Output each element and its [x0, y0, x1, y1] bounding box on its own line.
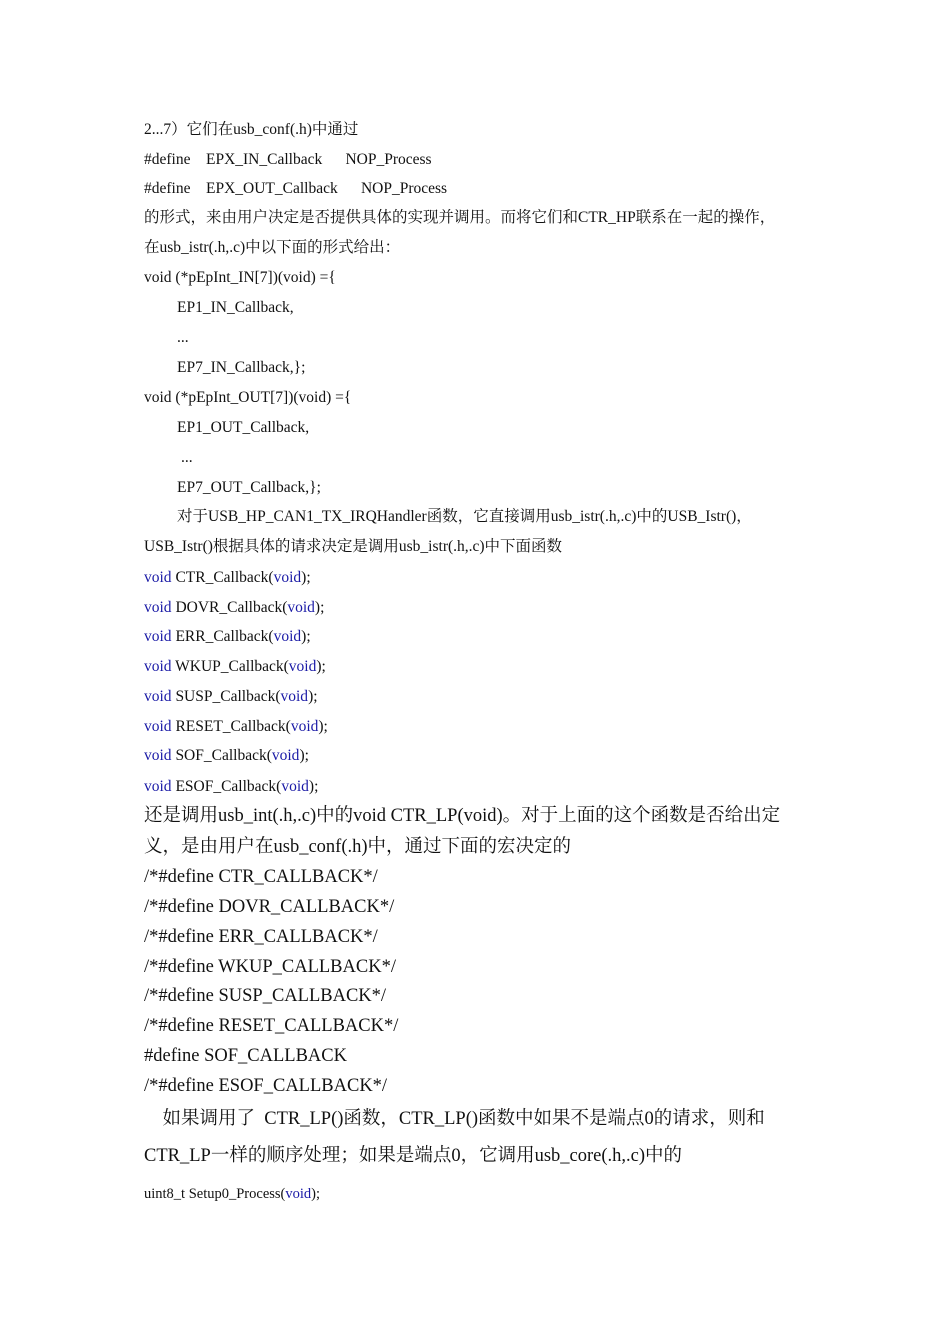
code-line: #define EPX_IN_Callback NOP_Process [144, 151, 432, 168]
callback-decl [144, 627, 311, 647]
text-line: 义，是由用户在usb_conf(.h)中，通过下面的宏决定的 [144, 837, 572, 857]
macro-line: /*#define SUSP_CALLBACK*/ [144, 986, 387, 1006]
code-line: EP1_IN_Callback, [177, 299, 294, 316]
callback-decl [144, 777, 318, 797]
code-line: ... [177, 329, 189, 346]
keyword: void [280, 688, 309, 705]
keyword: void [144, 569, 172, 586]
keyword: void [285, 1186, 312, 1202]
decl-end: ); [301, 628, 311, 645]
macro-line: /*#define ERR_CALLBACK*/ [144, 927, 378, 947]
text-line: 的形式，来由用户决定是否提供具体的实现并调用。而将它们和CTR_HP联系在一起的操作， [144, 209, 776, 226]
callback-name: ESOF_Callback( [171, 778, 282, 795]
decl-end: ); [318, 718, 328, 735]
text-line: CTR_LP一样的顺序处理；如果是端点0，它调用usb_core(.h,.c)中的 [144, 1146, 683, 1166]
keyword: void [144, 778, 172, 795]
callback-name: SOF_Callback( [171, 747, 272, 764]
macro-line: /*#define WKUP_CALLBACK*/ [144, 957, 396, 977]
text-line: 如果调用了 CTR_LP()函数，CTR_LP()函数中如果不是端点0的请求，则和 [144, 1109, 765, 1129]
decl-end: ); [311, 1186, 321, 1202]
text-line: 在usb_istr(.h,.c)中以下面的形式给出： [144, 239, 401, 256]
callback-name: DOVR_Callback( [171, 599, 288, 616]
decl-end: ); [308, 688, 318, 705]
keyword: void [290, 718, 319, 735]
callback-decl [144, 746, 309, 766]
callback-decl [144, 657, 326, 677]
keyword: void [144, 718, 172, 735]
callback-name: ERR_Callback( [171, 628, 274, 645]
code-line: void (*pEpInt_IN[7])(void) ={ [144, 269, 336, 286]
keyword: void [144, 747, 172, 764]
keyword: void [144, 599, 172, 616]
keyword: void [287, 599, 315, 616]
macro-line: #define SOF_CALLBACK [144, 1046, 347, 1066]
macro-line: /*#define ESOF_CALLBACK*/ [144, 1076, 388, 1096]
code-line: ... [181, 449, 193, 466]
keyword: void [281, 778, 309, 795]
macro-line: /*#define RESET_CALLBACK*/ [144, 1016, 399, 1036]
callback-name: WKUP_Callback( [171, 658, 289, 675]
callback-decl [144, 598, 324, 618]
decl-end: ); [299, 747, 309, 764]
decl-end: ); [308, 778, 319, 795]
keyword: void [144, 688, 172, 705]
code-line: EP1_OUT_Callback, [177, 419, 310, 436]
macro-line: /*#define DOVR_CALLBACK*/ [144, 897, 395, 917]
callback-name: CTR_Callback( [171, 569, 274, 586]
keyword: void [273, 628, 302, 645]
code-line: void (*pEpInt_OUT[7])(void) ={ [144, 389, 352, 406]
keyword: void [271, 747, 300, 764]
keyword: void [144, 628, 172, 645]
callback-name: RESET_Callback( [171, 718, 291, 735]
function-name: uint8_t Setup0_Process( [144, 1186, 286, 1202]
code-line: #define EPX_OUT_Callback NOP_Process [144, 180, 448, 197]
function-decl [144, 1184, 320, 1204]
keyword: void [144, 658, 172, 675]
keyword: void [288, 658, 317, 675]
text-line: 2...7）它们在usb_conf(.h)中通过 [144, 121, 359, 138]
keyword: void [273, 569, 302, 586]
decl-end: ); [301, 569, 311, 586]
text-line: USB_Istr()根据具体的请求决定是调用usb_istr(.h,.c)中下面函数 [144, 538, 563, 555]
callback-decl [144, 687, 318, 707]
callback-decl [144, 568, 311, 588]
code-line: EP7_OUT_Callback,}; [177, 479, 321, 496]
text-line: 对于USB_HP_CAN1_TX_IRQHandler函数，它直接调用usb_istr(.h,.c)中的USB_Istr()， [177, 508, 752, 525]
text-line: 还是调用usb_int(.h,.c)中的void CTR_LP(void)。对于上面的这个函数是否给出定 [144, 806, 781, 826]
macro-line: /*#define CTR_CALLBACK*/ [144, 867, 378, 887]
callback-decl [144, 717, 328, 737]
callback-name: SUSP_Callback( [171, 688, 281, 705]
decl-end: ); [316, 658, 326, 675]
decl-end: ); [314, 599, 325, 616]
code-line: EP7_IN_Callback,}; [177, 359, 306, 376]
